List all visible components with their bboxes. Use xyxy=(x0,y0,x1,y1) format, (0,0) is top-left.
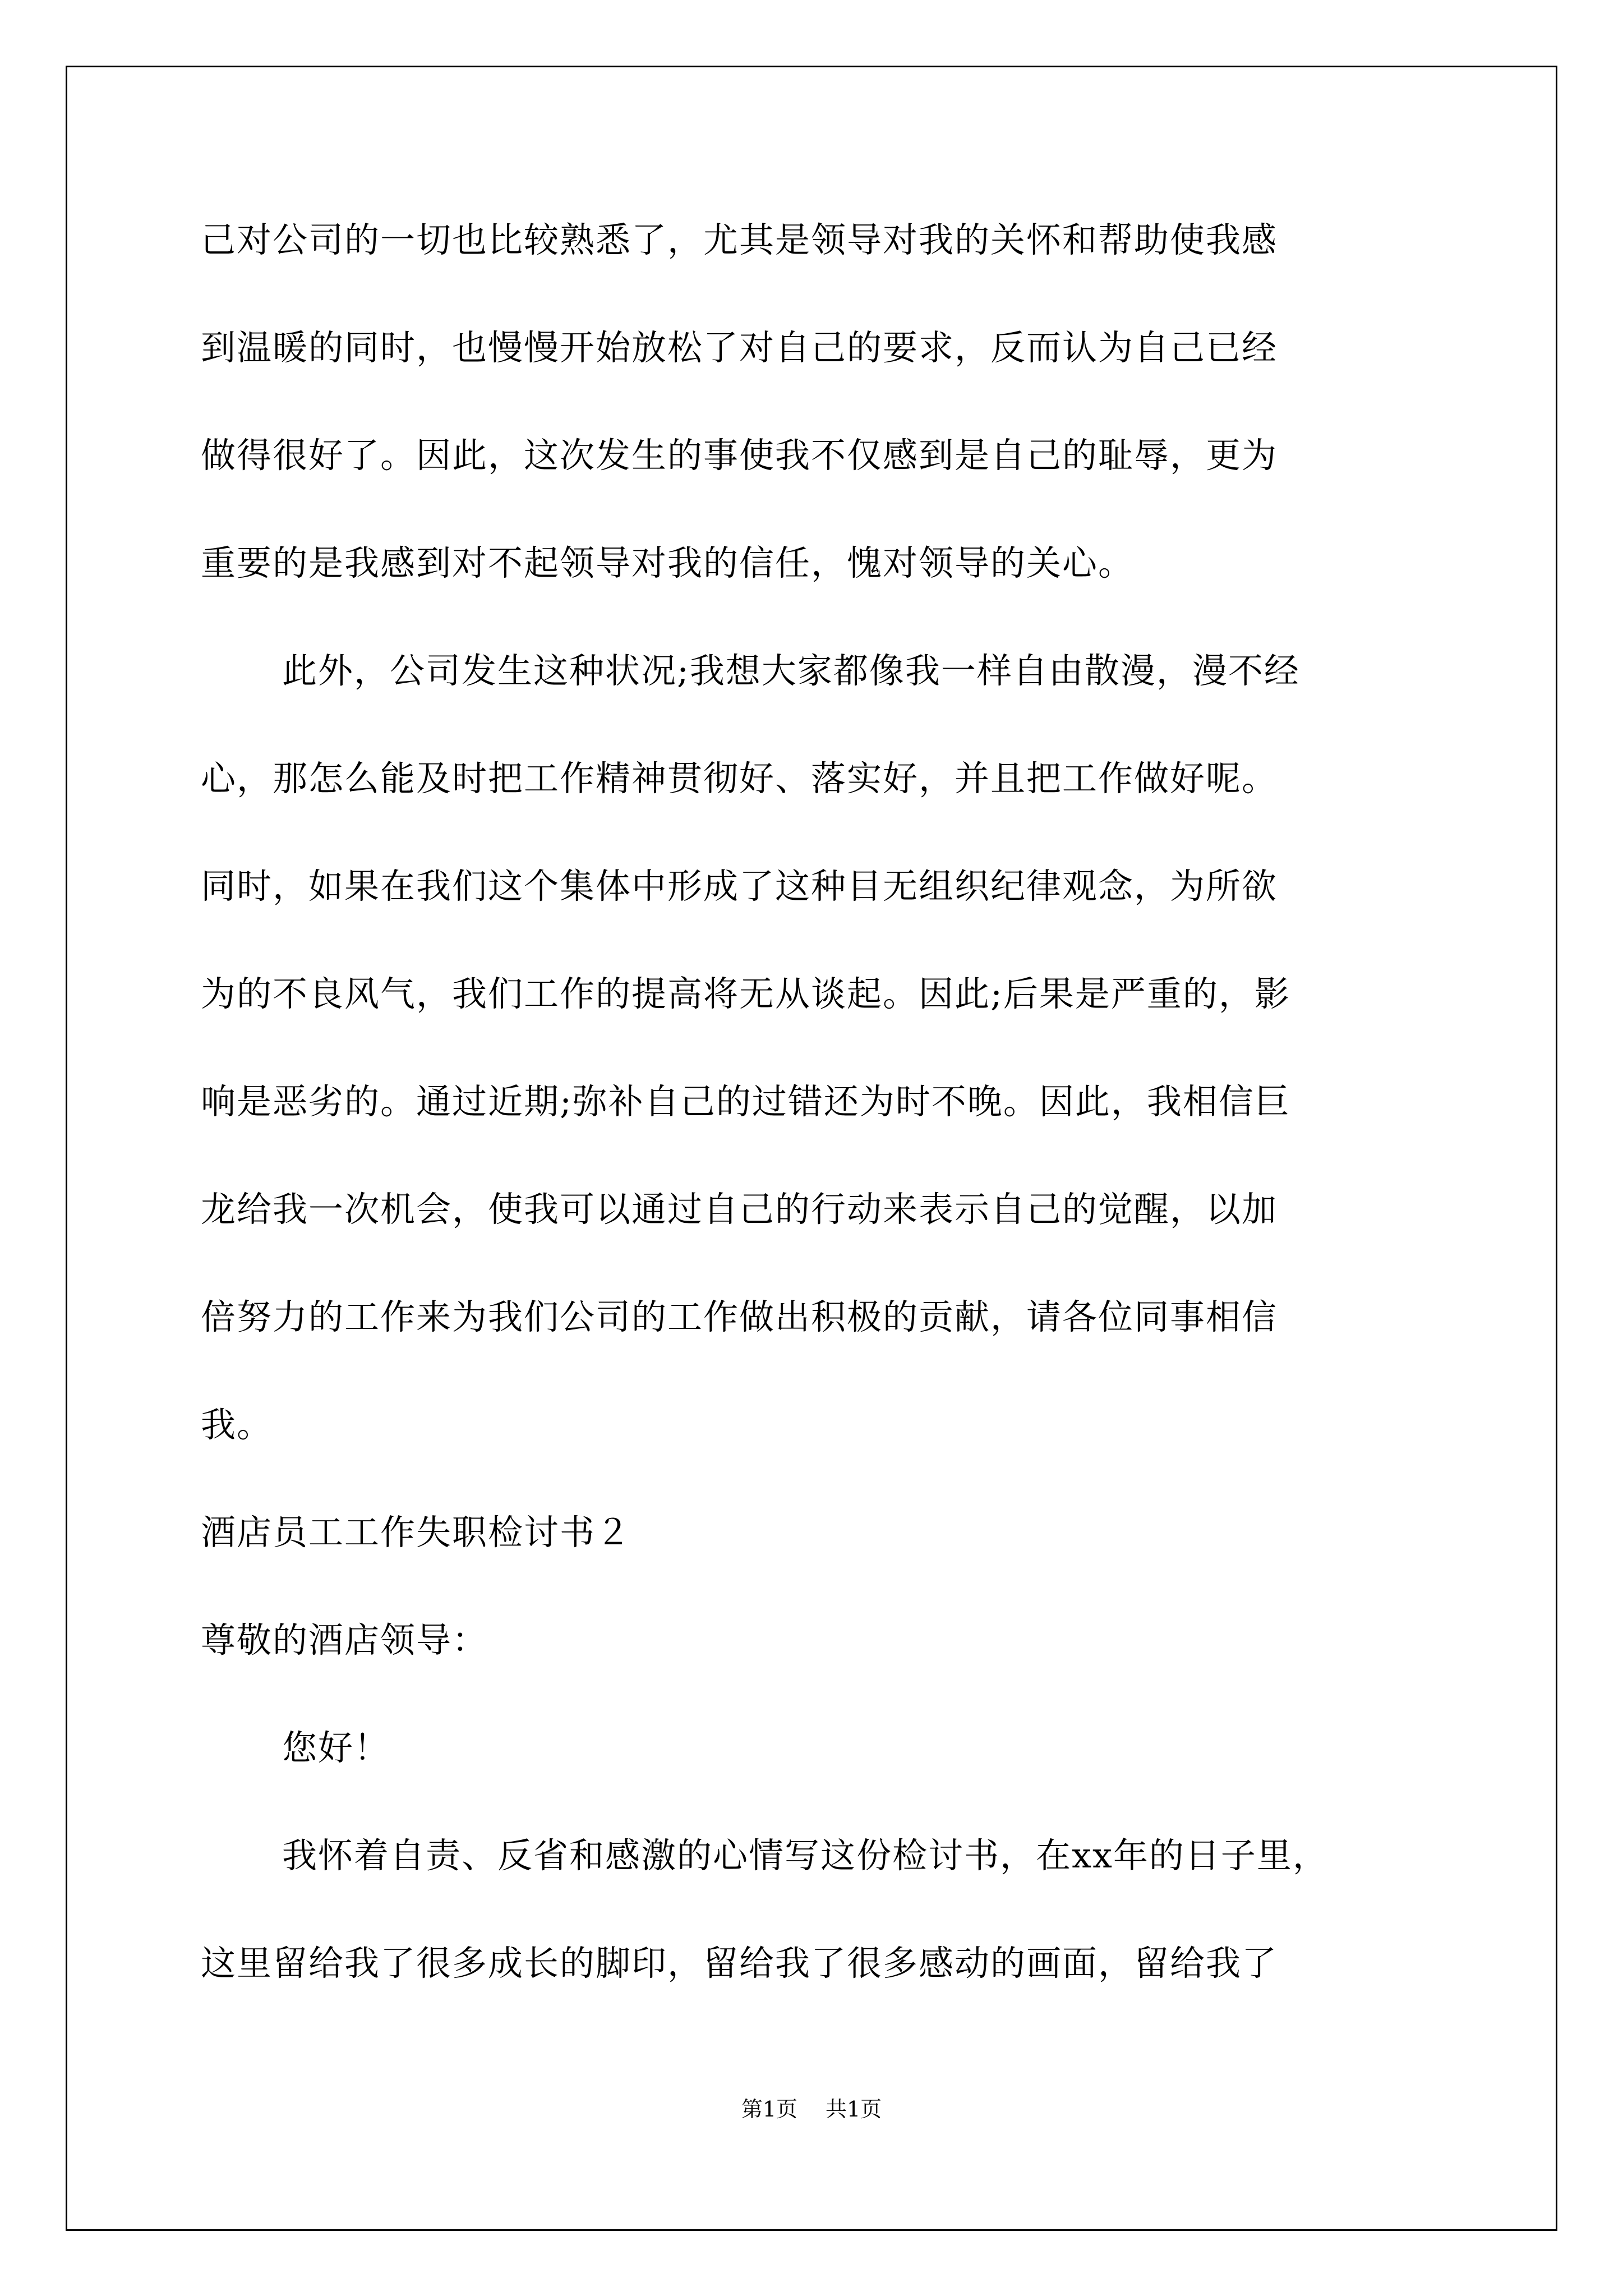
page-border xyxy=(66,66,1557,2231)
body-line: 心，那怎么能及时把工作精神贯彻好、落实好，并且把工作做好呢。 xyxy=(201,758,1278,799)
salutation: 尊敬的酒店领导： xyxy=(201,1619,488,1660)
body-line: 做得很好了。因此，这次发生的事使我不仅感到是自己的耻辱，更为 xyxy=(201,435,1278,476)
body-line: 这里留给我了很多成长的脚印，留给我了很多感动的画面，留给我了 xyxy=(201,1943,1278,1984)
body-line: 此外，公司发生这种状况;我想大家都像我一样自由散漫，漫不经 xyxy=(282,650,1300,691)
greeting: 您好！ xyxy=(282,1727,390,1768)
body-line: 龙给我一次机会，使我可以通过自己的行动来表示自己的觉醒，以加 xyxy=(201,1189,1278,1230)
page-number: 第1页 xyxy=(741,2097,797,2122)
body-line: 到温暖的同时，也慢慢开始放松了对自己的要求，反而认为自己已经 xyxy=(201,327,1278,368)
section-title: 酒店员工工作失职检讨书２ xyxy=(201,1512,632,1553)
body-line: 己对公司的一切也比较熟悉了，尤其是领导对我的关怀和帮助使我感 xyxy=(201,219,1278,260)
body-line: 响是恶劣的。通过近期;弥补自己的过错还为时不晚。因此，我相信巨 xyxy=(201,1081,1290,1122)
page-total: 共1页 xyxy=(826,2097,882,2122)
body-line: 倍努力的工作来为我们公司的工作做出积极的贡献，请各位同事相信 xyxy=(201,1296,1278,1337)
body-line: 为的不良风气，我们工作的提高将无从谈起。因此;后果是严重的，影 xyxy=(201,973,1290,1014)
body-line: 同时，如果在我们这个集体中形成了这种目无组织纪律观念，为所欲 xyxy=(201,866,1278,907)
page-footer xyxy=(0,2095,1623,2123)
body-line: 重要的是我感到对不起领导对我的信任，愧对领导的关心。 xyxy=(201,542,1135,583)
body-line: 我怀着自责、反省和感激的心情写这份检讨书，在xx年的日子里， xyxy=(282,1835,1329,1876)
body-line: 我。 xyxy=(201,1404,273,1445)
